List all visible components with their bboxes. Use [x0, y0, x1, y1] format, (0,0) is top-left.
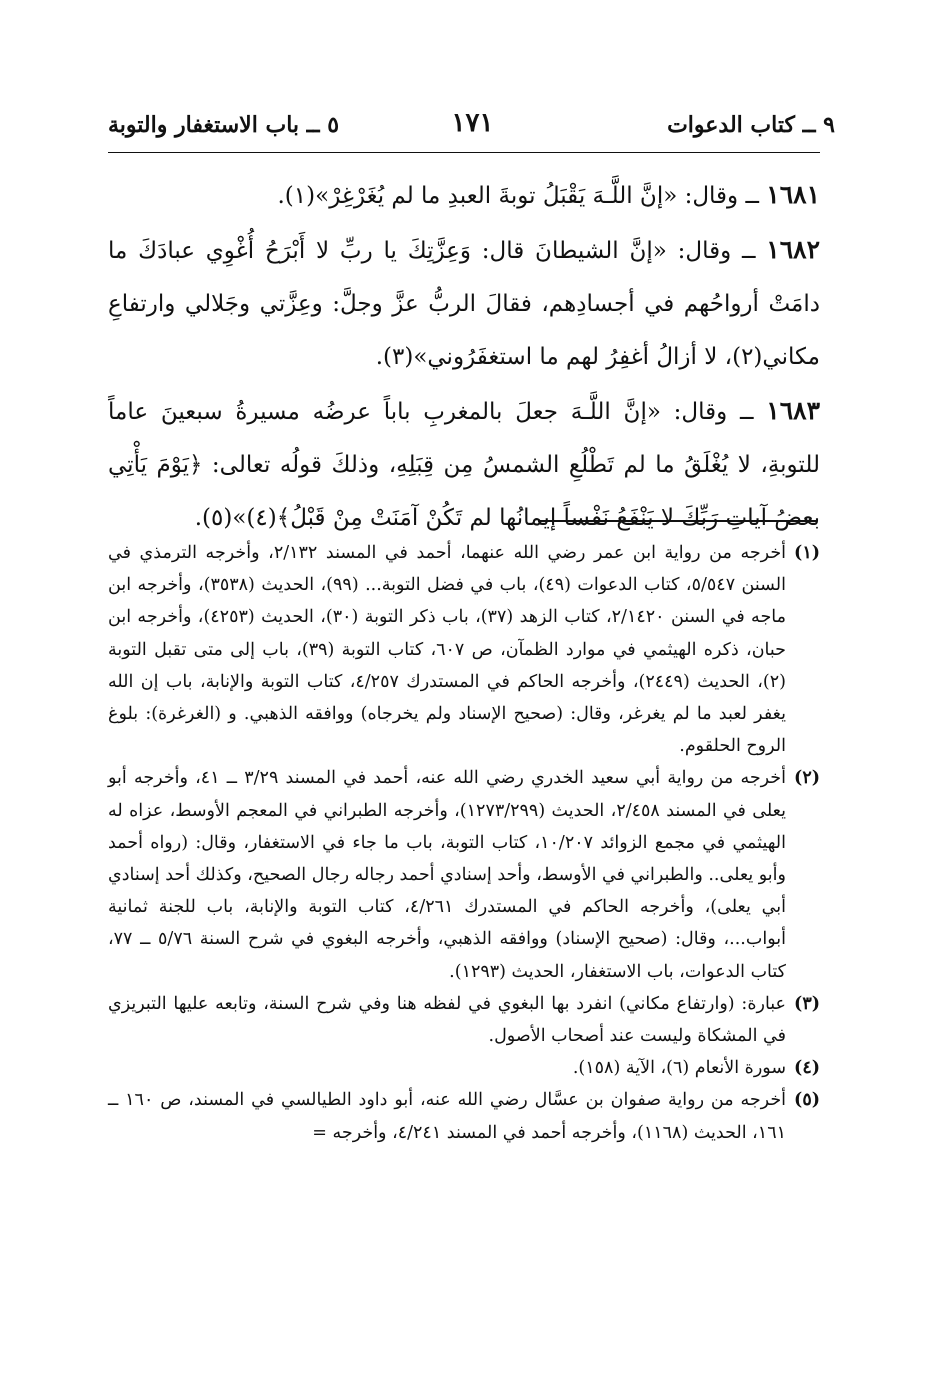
footnote-text: عبارة: (وارتفاع مكاني) انفرد بها البغوي في لفظه هنا وفي شرح السنة، وتابعه عليها التبريزي في المشكاة وليست عند أصحاب الأصول. [108, 993, 786, 1047]
footnote [108, 1084, 820, 1148]
section-header: ٥ ــ باب الاستغفار والتوبة [108, 112, 340, 138]
hadith-1681: ١٦٨١ ــ وقال: «إنَّ اللَّـهَ يَقْبَلُ توبةَ العبدِ ما لم يُغَرْغِرْ»(١). [277, 180, 820, 209]
footnote-text: أخرجه من رواية أبي سعيد الخدري رضي الله عنه، أحمد في المسند ٣/٢٩ ــ ٤١، وأخرجه أبو يعلى في المسند ٢/٤٥٨، الحديث (١٢٧٣/٢٩٩)، وأخرجه الطبراني في المعجم الأوسط، عزاه له الهيثمي في مجمع الزوائد ١٠/٢٠٧، كتاب التوبة، باب ما جاء في الاستغفار، وقال: (رواه أحمد وأبو يعلى.. والطبراني في الأوسط، وأحد إسنادي أحمد رجاله رجال الصحيح، وكذلك أحد إسنادي أبي يعلى)، وأخرجه الحاكم في المستدرك ٤/٢٦١، كتاب التوبة والإنابة، باب للجنة ثمانية أبواب...، وقال: (صحيح الإسناد) ووافقه الذهبي، وأخرجه البغوي في شرح السنة ٥/٧٦ ــ ٧٧، كتاب الدعوات، باب الاستغفار، الحديث (١٢٩٣). [108, 768, 786, 982]
footnote [108, 988, 820, 1052]
footnote [108, 762, 820, 987]
footnote-number: (٢) [794, 768, 820, 789]
hadith-number: ١٦٨٢ [766, 235, 820, 264]
footnote-text: سورة الأنعام (٦)، الآية (١٥٨). [572, 1058, 786, 1079]
footnotes [108, 537, 820, 1149]
hadith-body: وقال: «إنَّ اللَّـهَ يَقْبَلُ توبةَ العبدِ ما لم يُغَرْغِرْ»(١). [277, 183, 739, 209]
footnote-text: أخرجه من رواية ابن عمر رضي الله عنهما، أحمد في المسند ٢/١٣٢، وأخرجه الترمذي في السنن ٥/٥٤٧، كتاب الدعوات (٤٩)، باب في فضل التوبة... (٩٩)، الحديث (٣٥٣٨)، وأخرجه ابن ماجه في السنن ٢/١٤٢٠، كتاب الزهد (٣٧)، باب ذكر التوبة (٣٠)، الحديث (٤٢٥٣)، وأخرجه ابن حبان، ذكره الهيثمي في موارد الظمآن، ص ٦٠٧، كتاب التوبة (٣٩)، باب إلى متى تقبل التوبة (٢)، الحديث (٢٤٤٩)، وأخرجه الحاكم في المستدرك ٤/٢٥٧، كتاب التوبة والإنابة، باب إن الله يغفر لعبد ما لم يغرغر، وقال: (صحيح الإسناد ولم يخرجاه) ووافقه الذهبي. و (الغرغرة): بلوغ الروح الحلقوم. [108, 543, 787, 757]
footnote [108, 1052, 820, 1084]
footnote-number: (١) [794, 543, 820, 563]
page-number: ١٧١ [451, 108, 494, 138]
footnote-separator [538, 520, 816, 522]
hadith-1682: ١٦٨٢ ــ وقال: «إنَّ الشيطانَ قال: وَعِزَّتِكَ يا ربِّ لا أَبْرَحُ أُغْوِي عبادَكَ ما دامَتْ أرواحُهم في أجسادِهم، فقالَ الربُّ عزَّ وجلَّ: وعِزَّتي وجَلالي وارتفاعِ مكاني(٢)، لا أزالُ أغفِرُ لهم ما استغفَرُوني»(٣). [108, 235, 820, 370]
footnote-text: أخرجه من رواية صفوان بن عسَّال رضي الله عنه، أبو داود الطيالسي في المسند، ص ١٦٠ ــ ١٦١، الحديث (١١٦٨)، وأخرجه أحمد في المسند ٤/٢٤١، وأخرجه = [108, 1090, 786, 1143]
hadith-text [108, 168, 820, 545]
footnote-number: (٤) [794, 1058, 820, 1079]
hadith-1683: ١٦٨٣ ــ وقال: «إنَّ اللَّـهَ جعلَ بالمغربِ باباً عرضُه مسيرةُ سبعينَ عاماً للتوبةِ، لا يُغْلَقُ ما لم تَطْلُعِ الشمسُ مِن قِبَلِهِ، وذلكَ قولُه تعالى: ﴿يَوْمَ يَأْتِي بعضُ آياتِ رَبِّكَ لا يَنْفَعُ نَفْساً إيمانُها لم تَكُنْ آمَنَتْ مِنْ قَبْلُ﴾(٤)»(٥). [108, 396, 820, 531]
header-rule [108, 152, 820, 153]
footnote [108, 537, 820, 762]
hadith-number: ١٦٨٣ [766, 396, 820, 425]
footnote-number: (٣) [794, 993, 820, 1014]
hadith-body: وقال: «إنَّ الشيطانَ قال: وَعِزَّتِكَ يا ربِّ لا أَبْرَحُ أُغْوِي عبادَكَ ما دامَتْ أرواحُهم في أجسادِهم، فقالَ الربُّ عزَّ وجلَّ: وعِزَّتي وجَلالي وارتفاعِ مكاني(٢)، لا أزالُ أغفِرُ لهم ما استغفَرُوني»(٣). [108, 238, 820, 370]
hadith-body: وقال: «إنَّ اللَّـهَ جعلَ بالمغربِ باباً عرضُه مسيرةُ سبعينَ عاماً للتوبةِ، لا يُغْلَقُ ما لم تَطْلُعِ الشمسُ مِن قِبَلِهِ، وذلكَ قولُه تعالى: ﴿يَوْمَ يَأْتِي بعضُ آياتِ رَبِّكَ لا يَنْفَعُ نَفْساً إيمانُها لم تَكُنْ آمَنَتْ مِنْ قَبْلُ﴾(٤)»(٥). [108, 399, 820, 531]
footnote-number: (٥) [794, 1090, 820, 1111]
hadith-number: ١٦٨١ [766, 180, 820, 209]
chapter-header: ٩ ــ كتاب الدعوات [667, 112, 835, 138]
